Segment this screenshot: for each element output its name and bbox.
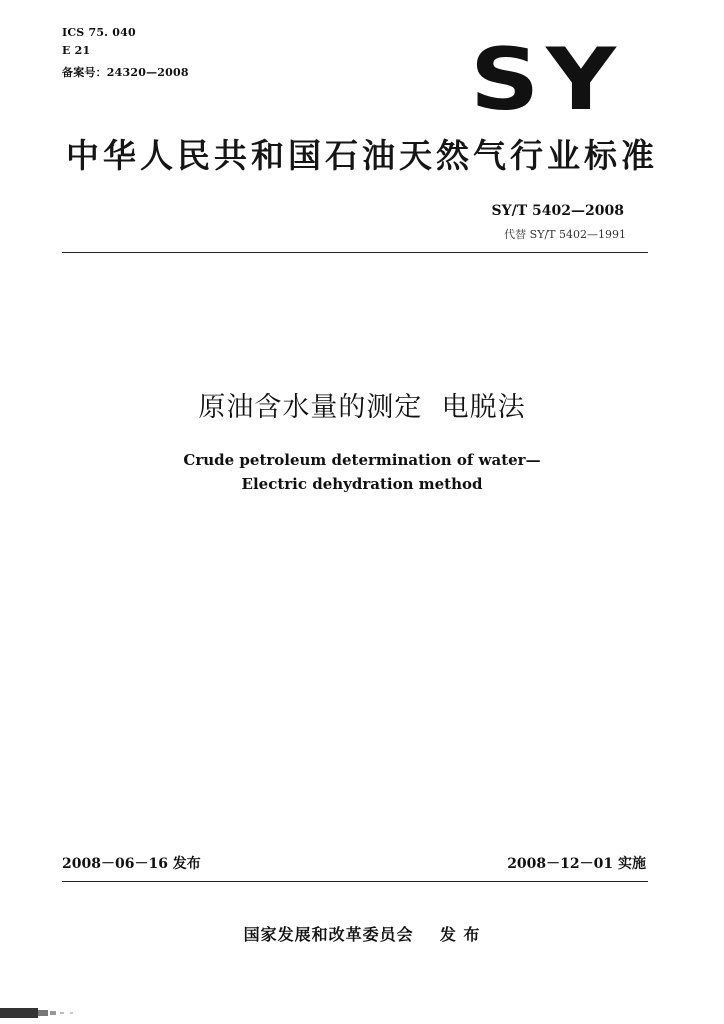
document-title-english-line1: Crude petroleum determination of water— [183, 451, 541, 469]
ics-code: ICS 75. 040 [62, 26, 136, 39]
bottom-divider [62, 881, 648, 882]
standard-number: SY/T 5402—2008 [491, 203, 624, 219]
document-title-english-line2: Electric dehydration method [241, 475, 483, 493]
document-title-chinese: 原油含水量的测定 电脱法 [198, 392, 526, 423]
issue-date: 2008－06－16 发布 [62, 856, 201, 872]
scan-artifact [0, 1006, 100, 1020]
replaces-standard: 代替 SY/T 5402—1991 [504, 228, 626, 241]
publisher: 国家发展和改革委员会 发 布 [243, 925, 481, 944]
industry-standard-title: 中华人民共和国石油天然气行业标准 [66, 136, 658, 175]
sy-logo: SY [470, 30, 623, 130]
effective-date: 2008－12－01 实施 [507, 856, 646, 872]
ccs-code: E 21 [62, 44, 91, 57]
top-divider [62, 252, 648, 253]
record-number: 备案号：24320—2008 [62, 66, 189, 79]
